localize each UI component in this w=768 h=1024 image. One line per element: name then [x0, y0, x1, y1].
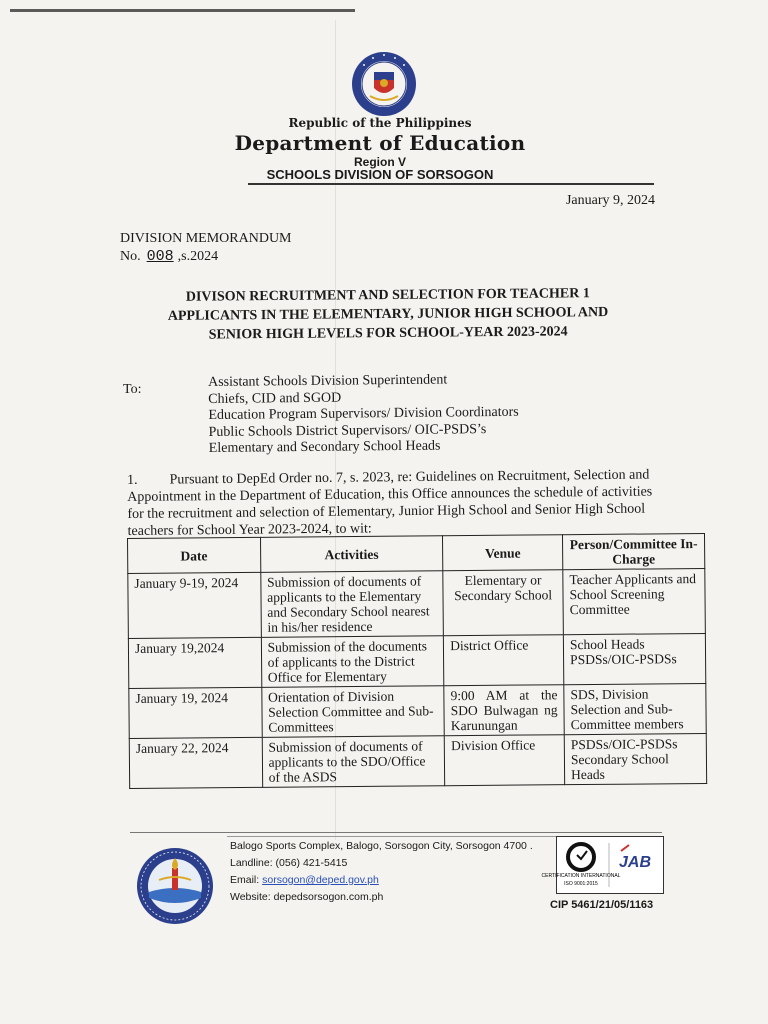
recipient: Public Schools District Supervisors/ OIC-PSDS’s — [208, 421, 487, 440]
cip-number: CIP 5461/21/05/1163 — [550, 899, 654, 911]
cell-date: January 19,2024 — [128, 637, 261, 688]
memo-reference — [120, 230, 292, 266]
table-row — [129, 733, 706, 788]
cell-venue: District Office — [444, 635, 564, 686]
cell-person: SDS, Division Selection and Sub-Committee members — [564, 683, 706, 734]
department-heading: Department of Education — [234, 131, 526, 155]
cell-person: Teacher Applicants and School Screening Committee — [563, 568, 705, 634]
footer-landline: Landline: (056) 421-5415 — [230, 857, 348, 869]
header-venue: Venue — [443, 535, 563, 571]
sdo-sorsogon-seal-icon — [135, 846, 215, 926]
email-link[interactable]: sorsogon@deped.gov.ph — [262, 874, 379, 886]
cell-venue: 9:00 AM at the SDO Bulwagan ng Karunungan — [444, 685, 564, 736]
cell-activity: Orientation of Division Selection Committee and Sub-Committees — [261, 686, 444, 738]
iso-certification-logo-icon — [541, 836, 664, 894]
cell-activity: Submission of the documents of applicants to the District Office for Elementary — [261, 636, 444, 688]
table-row — [128, 633, 705, 688]
memo-series: ,s.2024 — [177, 249, 219, 264]
header-divider — [248, 183, 654, 185]
memo-date: January 9, 2024 — [565, 193, 655, 208]
cell-activity: Submission of documents of applicants to the Elementary and Secondary School nearest in his/her residence — [260, 571, 443, 638]
deped-seal-icon — [350, 50, 418, 118]
table-row — [129, 683, 706, 738]
region-heading: Region V — [353, 155, 406, 169]
footer-website: Website: depedsorsogon.com.ph — [230, 891, 384, 903]
recipient: Assistant Schools Division Superintendent — [208, 372, 448, 390]
footer-divider — [130, 832, 662, 833]
cell-date: January 22, 2024 — [129, 737, 262, 788]
cell-venue: Division Office — [444, 735, 564, 786]
recipient: Education Program Supervisors/ Division Coordinators — [208, 404, 519, 423]
scan-edge-line — [10, 9, 355, 12]
footer-email-line — [230, 872, 533, 889]
cell-person: School Heads PSDSs/OIC-PSDSs — [563, 633, 705, 684]
cell-venue: Elementary or Secondary School — [443, 570, 563, 636]
cert-iso-text: ISO 9001:2015 — [564, 881, 598, 887]
recipient: Elementary and Secondary School Heads — [208, 438, 441, 456]
to-label: To: — [123, 382, 142, 397]
paragraph-number: 1. — [127, 472, 138, 488]
body-paragraph — [127, 466, 668, 540]
memo-title — [118, 284, 658, 346]
header-date: Date — [128, 537, 261, 573]
header-person-in-charge: Person/Committee In-Charge — [563, 533, 705, 569]
schedule-table — [127, 533, 707, 789]
header-activities: Activities — [260, 536, 443, 573]
cert-left-text: CERTIFICATION INTERNATIONAL — [541, 873, 621, 879]
republic-heading: Republic of the Philippines — [288, 116, 472, 130]
title-line: SENIOR HIGH LEVELS FOR SCHOOL-YEAR 2023-2024 — [208, 324, 568, 343]
footer-contact — [230, 838, 533, 906]
email-label: Email: — [230, 874, 260, 886]
cell-date: January 19, 2024 — [129, 687, 262, 738]
table-row — [128, 568, 706, 638]
cell-date: January 9-19, 2024 — [128, 572, 261, 638]
paragraph-text: Pursuant to DepEd Order no. 7, s. 2023, re: Guidelines on Recruitment, Selection and Appointment in the Department of Education, this Office announces the schedule of activities for the recruitment and selection of Elementary, Junior High School and Senior High School teachers for School Year 2023-2024, to wit: — [127, 467, 653, 539]
table-header-row — [128, 533, 705, 573]
cert-right-text: JAB — [618, 854, 652, 871]
memo-no-label: No. — [120, 249, 141, 264]
memo-number-line — [120, 248, 292, 266]
memo-type: DIVISION MEMORANDUM — [120, 231, 292, 246]
title-line: DIVISON RECRUITMENT AND SELECTION FOR TEACHER 1 — [185, 286, 590, 305]
cell-person: PSDSs/OIC-PSDSs Secondary School Heads — [564, 733, 706, 784]
title-line: APPLICANTS IN THE ELEMENTARY, JUNIOR HIGH SCHOOL AND — [167, 305, 609, 324]
recipient-list — [208, 372, 519, 458]
cell-activity: Submission of documents of applicants to the SDO/Office of the ASDS — [262, 736, 445, 788]
footer-address: Balogo Sports Complex, Balogo, Sorsogon City, Sorsogon 4700 . — [230, 840, 533, 852]
division-heading: SCHOOLS DIVISION OF SORSOGON — [266, 167, 494, 182]
memo-number: 008 — [146, 248, 174, 265]
recipient: Chiefs, CID and SGOD — [208, 390, 342, 407]
